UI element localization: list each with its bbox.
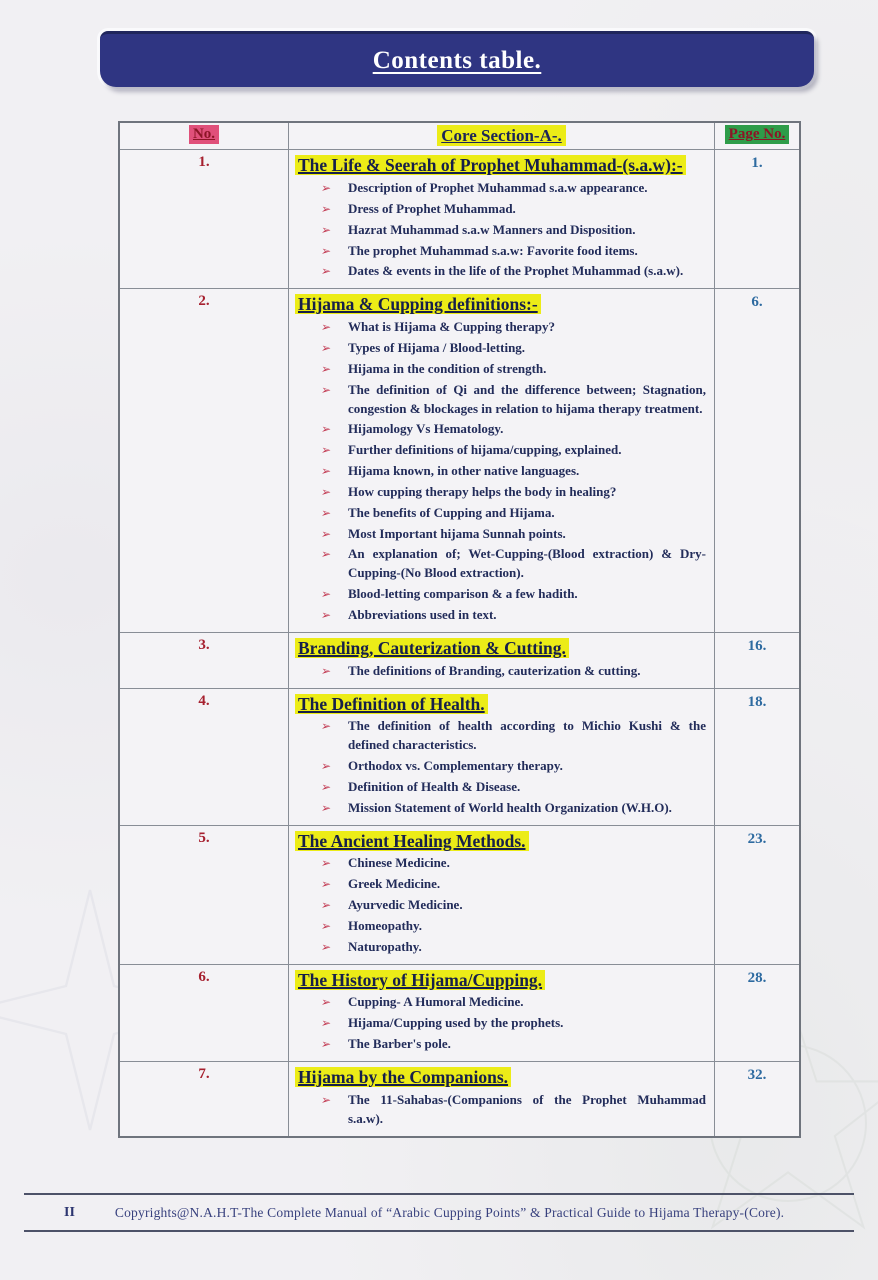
section-title: The Definition of Health. — [295, 692, 706, 717]
toc-item — [321, 1091, 706, 1129]
arrow-bullet-icon: ➢ — [320, 443, 333, 458]
row-section-cell — [289, 689, 715, 826]
toc-item-text: Hazrat Muhammad s.a.w Manners and Disposition. — [348, 221, 636, 237]
section-item-list — [295, 717, 706, 817]
toc-item — [321, 441, 706, 460]
row-section-cell — [289, 965, 715, 1062]
toc-item-text: What is Hijama & Cupping therapy? — [348, 319, 555, 335]
section-title: Hijama & Cupping definitions:- — [295, 292, 706, 317]
table-row — [120, 965, 799, 1062]
section-title: The History of Hijama/Cupping. — [295, 968, 706, 993]
row-number: 2. — [120, 289, 289, 633]
arrow-bullet-icon: ➢ — [320, 361, 333, 376]
section-title: The Life & Seerah of Prophet Muhammad-(s.a.w):- — [295, 153, 706, 178]
arrow-bullet-icon: ➢ — [320, 222, 333, 237]
arrow-bullet-icon: ➢ — [320, 264, 333, 279]
toc-item-text: Dress of Prophet Muhammad. — [348, 200, 516, 216]
arrow-bullet-icon: ➢ — [320, 663, 333, 678]
toc-item — [321, 221, 706, 240]
arrow-bullet-icon: ➢ — [320, 243, 333, 258]
footer-body — [0, 1195, 878, 1230]
arrow-bullet-icon: ➢ — [320, 181, 333, 196]
toc-item-text: The benefits of Cupping and Hijama. — [348, 504, 555, 520]
toc-item-text: Definition of Health & Disease. — [348, 778, 521, 794]
toc-item-text: Naturopathy. — [348, 938, 422, 954]
toc-item — [321, 360, 706, 379]
toc-item-text: The definition of Qi and the difference between; Stagnation, congestion & blockages in relation to hijama therapy treatment. — [348, 381, 706, 416]
table-row — [120, 689, 799, 826]
page-number: 32. — [747, 1067, 767, 1083]
toc-item — [321, 381, 706, 419]
page-number: 6. — [715, 289, 799, 633]
toc-item-text: Greek Medicine. — [348, 876, 441, 892]
arrow-bullet-icon: ➢ — [320, 341, 333, 355]
contents-banner — [100, 31, 814, 87]
toc-item — [321, 717, 706, 755]
toc-item — [321, 318, 706, 337]
toc-item — [321, 200, 706, 219]
toc-item-text: Description of Prophet Muhammad s.a.w appearance. — [348, 180, 648, 196]
toc-item — [321, 938, 706, 957]
arrow-bullet-icon: ➢ — [320, 779, 333, 794]
section-item-list — [295, 662, 706, 681]
section-title: Hijama by the Companions. — [295, 1065, 706, 1090]
row-section-cell — [289, 150, 715, 289]
toc-item-text: How cupping therapy helps the body in healing? — [348, 483, 617, 499]
arrow-bullet-icon: ➢ — [320, 464, 333, 479]
arrow-bullet-icon: ➢ — [320, 1092, 333, 1107]
arrow-bullet-icon: ➢ — [320, 201, 333, 216]
toc-item-text: The definition of health according to Michio Kushi & the defined characteristics. — [348, 718, 706, 753]
page-number: 16. — [715, 633, 799, 689]
toc-item-text: The definitions of Branding, cauterization & cutting. — [348, 662, 641, 678]
header-label-no: No. — [189, 125, 219, 144]
header-cell-page — [715, 123, 799, 150]
table-row — [120, 826, 799, 965]
header-label-page: Page No. — [725, 125, 790, 144]
row-section-cell — [289, 826, 715, 965]
arrow-bullet-icon: ➢ — [320, 1037, 333, 1052]
page-number: 18. — [715, 689, 799, 826]
table-header-row — [120, 123, 799, 150]
page-number: 1. — [715, 150, 799, 289]
toc-item-text: Most Important hijama Sunnah points. — [348, 525, 566, 541]
folio-number: II — [64, 1205, 75, 1220]
toc-item-text: An explanation of; Wet-Cupping-(Blood extraction) & Dry-Cupping-(No Blood extraction). — [348, 546, 706, 581]
section-item-list — [295, 854, 706, 956]
toc-item-text: Hijama known, in other native languages. — [348, 463, 580, 479]
arrow-bullet-icon: ➢ — [320, 505, 333, 520]
row-number: 3. — [120, 633, 289, 689]
toc-item — [321, 179, 706, 198]
row-section-cell — [289, 633, 715, 689]
row-number: 6. — [120, 965, 289, 1062]
toc-item — [321, 504, 706, 523]
arrow-bullet-icon: ➢ — [320, 547, 333, 562]
toc-item-text: The Barber's pole. — [348, 1036, 451, 1052]
toc-item — [321, 525, 706, 544]
contents-table — [118, 121, 801, 1138]
section-item-list — [295, 318, 706, 625]
arrow-bullet-icon: ➢ — [320, 382, 333, 397]
toc-item-text: Ayurvedic Medicine. — [348, 897, 463, 913]
toc-item — [321, 606, 706, 625]
toc-item-text: Abbreviations used in text. — [348, 606, 497, 622]
toc-item — [321, 1035, 706, 1054]
toc-item-text: Further definitions of hijama/cupping, explained. — [348, 442, 622, 458]
footer-bottom-rule — [24, 1230, 854, 1232]
toc-item — [321, 262, 706, 281]
toc-item — [321, 662, 706, 681]
toc-item — [321, 917, 706, 936]
toc-item — [321, 242, 706, 261]
toc-item-text: Dates & events in the life of the Prophet Muhammad (s.a.w). — [348, 263, 684, 279]
section-item-list — [295, 993, 706, 1054]
toc-item-text: Mission Statement of World health Organization (W.H.O). — [348, 799, 672, 815]
arrow-bullet-icon: ➢ — [320, 939, 333, 954]
toc-item-text: The 11-Sahabas-(Companions of the Prophet Muhammad s.a.w). — [348, 1091, 706, 1126]
header-label-section: Core Section-A-. — [437, 125, 566, 146]
arrow-bullet-icon: ➢ — [320, 856, 333, 871]
toc-item-text: Types of Hijama / Blood-letting. — [348, 340, 526, 355]
toc-item-text: Chinese Medicine. — [348, 855, 450, 871]
toc-item — [321, 545, 706, 583]
arrow-bullet-icon: ➢ — [320, 719, 333, 734]
arrow-bullet-icon: ➢ — [320, 587, 333, 602]
page-number: 28. — [715, 965, 799, 1062]
toc-item-text: The prophet Muhammad s.a.w: Favorite food items. — [348, 242, 638, 258]
toc-item — [321, 585, 706, 604]
arrow-bullet-icon: ➢ — [320, 759, 333, 774]
toc-item — [321, 799, 706, 818]
toc-item-text: Homeopathy. — [348, 917, 423, 933]
toc-item-text: Cupping- A Humoral Medicine. — [348, 994, 524, 1010]
section-title: Branding, Cauterization & Cutting. — [295, 636, 706, 661]
row-number: 5. — [120, 826, 289, 965]
toc-item — [321, 462, 706, 481]
arrow-bullet-icon: ➢ — [320, 607, 333, 622]
page-number: 23. — [715, 826, 799, 965]
table-row — [120, 150, 799, 289]
table-row — [120, 1062, 799, 1136]
row-number: 4. — [120, 689, 289, 826]
header-cell-no — [120, 123, 289, 150]
table-row — [120, 633, 799, 689]
toc-item — [321, 420, 706, 439]
toc-item-text: Blood-letting comparison & a few hadith. — [348, 586, 578, 602]
page-title: Contents table. — [372, 46, 542, 74]
toc-item — [321, 1014, 706, 1033]
toc-item-text: Orthodox vs. Complementary therapy. — [348, 758, 563, 774]
row-number: 1. — [120, 150, 289, 289]
arrow-bullet-icon: ➢ — [320, 320, 333, 335]
toc-item-text: Hijamology Vs Hematology. — [348, 421, 504, 437]
row-number: 7. — [120, 1062, 289, 1136]
arrow-bullet-icon: ➢ — [320, 484, 333, 499]
toc-item — [321, 757, 706, 776]
arrow-bullet-icon: ➢ — [320, 422, 333, 437]
arrow-bullet-icon: ➢ — [320, 1016, 333, 1031]
table-rows — [120, 150, 799, 1135]
copyright-text: Copyrights@N.A.H.T-The Complete Manual of “Arabic Cupping Points” & Practical Guide to Hijama Therapy-(Core). — [114, 1205, 785, 1220]
page-footer — [0, 1193, 878, 1232]
table-row — [120, 289, 799, 633]
row-section-cell — [289, 1062, 715, 1136]
arrow-bullet-icon: ➢ — [320, 800, 333, 815]
header-cell-section — [289, 123, 715, 150]
section-item-list — [295, 179, 706, 281]
toc-item — [321, 896, 706, 915]
toc-item — [321, 875, 706, 894]
toc-item — [321, 483, 706, 502]
arrow-bullet-icon: ➢ — [320, 918, 333, 933]
section-item-list — [295, 1091, 706, 1129]
section-title: The Ancient Healing Methods. — [295, 829, 706, 854]
toc-item-text: Hijama/Cupping used by the prophets. — [348, 1015, 564, 1031]
arrow-bullet-icon: ➢ — [320, 898, 333, 913]
row-section-cell — [289, 289, 715, 633]
toc-item — [321, 993, 706, 1012]
toc-item — [321, 778, 706, 797]
arrow-bullet-icon: ➢ — [320, 995, 333, 1010]
toc-item — [321, 854, 706, 873]
toc-item — [321, 339, 706, 358]
toc-item-text: Hijama in the condition of strength. — [348, 360, 547, 376]
arrow-bullet-icon: ➢ — [320, 877, 333, 892]
arrow-bullet-icon: ➢ — [320, 526, 333, 541]
